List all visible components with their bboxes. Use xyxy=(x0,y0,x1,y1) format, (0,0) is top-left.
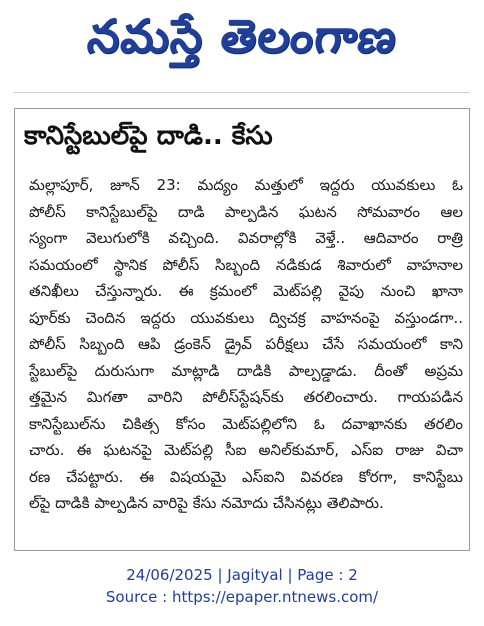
article-headline: కానిస్టేబుల్‌పై దాడి.. కేసు xyxy=(24,121,273,151)
article-line: పోలీస్ కానిస్టేబుల్‌పై దాడి పాల్పడిన ఘటన సోమవారం ఆల xyxy=(29,202,463,221)
article-line: తనిఖీలు చేస్తున్నారు. ఈ క్రమంలో మెట్‌పల్లి వైపు నుంచి ఖానా xyxy=(29,282,463,300)
article-line: మల్లాపూర్, జూన్ 23: మద్యం మత్తులో ఇద్దరు యువకులు ఓ xyxy=(29,176,463,194)
article-line: కానిస్టేబుల్‌ను చికిత్స కోసం మెట్‌పల్లిలోని ఓ దవాఖానకు తరలిం xyxy=(29,414,463,433)
article-line: త్తమైన మిగతా వారిని పోలీస్‌స్టేషన్‌కు తరలించారు. గాయపడిన xyxy=(29,388,463,406)
masthead-divider xyxy=(14,92,470,93)
article-line: చారు. ఈ ఘటనపై మెట్‌పల్లి సీఐ అనిల్‌కుమార్, ఎస్‌ఐ రాజు విచా xyxy=(29,441,463,459)
masthead xyxy=(0,0,484,84)
article-line: స్యంగా వెలుగులోకి వచ్చింది. వివరాల్లోకి వెళ్తే.. ఆదివారం రాత్రి xyxy=(29,229,463,247)
article-line: సమయంలో స్థానిక పోలీస్ సిబ్బంది నడికుడ శివారులో వాహనాల xyxy=(29,255,463,274)
article-line: ల్‌పై దాడికి పాల్పడిన వారిపై కేసు నమోదు చేసినట్లు తెలిపారు. xyxy=(29,494,384,512)
article-line: పూర్‌కు చెందిన ఇద్దరు యువకులు ద్విచక్ర వాహనంపై వస్తుండగా.. xyxy=(29,308,463,327)
article-line: పోలీస్ సిబ్బంది ఆపి డ్రంకెన్ డ్రైవ్ పరీక్షలు చేసే సమయంలో కాని xyxy=(29,335,463,353)
article-line: రణ చేపట్టారు. ఈ విషయమై ఎస్‌ఐని వివరణ కోరగా, కానిస్టేబు xyxy=(29,467,463,486)
article-line: స్టేబుల్‌పై దురుసుగా మాట్లాడి దాడికి పాల్పడ్డాడు. దీంతో అప్రమ xyxy=(29,361,463,380)
footer-meta: 24/06/2025 | Jagityal | Page : 2 xyxy=(126,566,358,584)
article-body xyxy=(29,172,463,517)
footer-source: Source : https://epaper.ntnews.com/ xyxy=(105,588,379,606)
newspaper-logo: నమస్తే తెలంగాణ xyxy=(85,9,401,63)
